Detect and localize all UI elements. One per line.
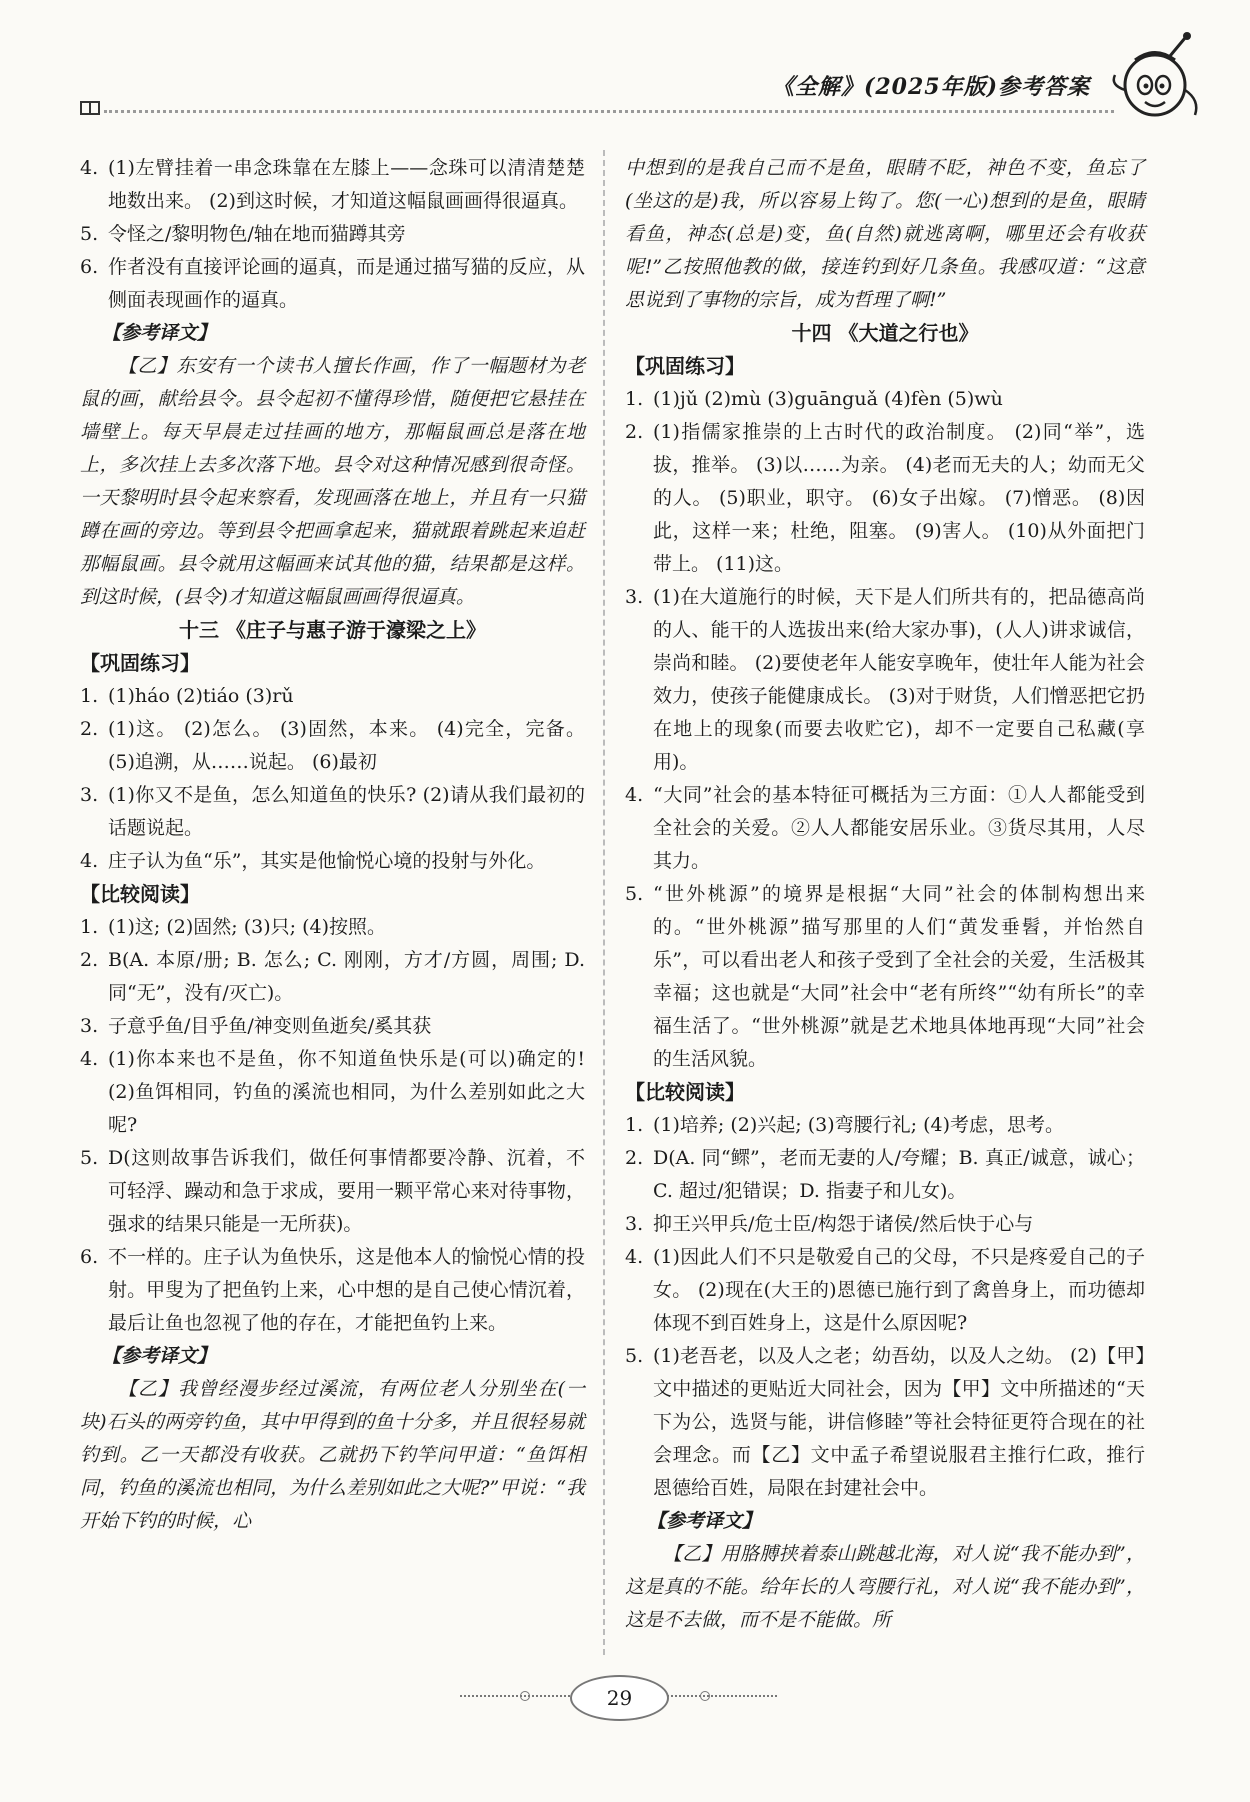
item-text: (1)jǔ (2)mù (3)guānguǎ (4)fèn (5)wù — [653, 388, 1003, 410]
item-number: 2. — [625, 1147, 644, 1169]
mascot-icon — [1100, 30, 1210, 130]
answer-item — [80, 152, 585, 218]
footer-rule-right — [667, 1695, 777, 1697]
footer-rule-left — [460, 1695, 570, 1697]
answer-item — [80, 251, 585, 317]
item-number: 6. — [80, 1246, 99, 1268]
answer-item — [80, 845, 585, 878]
left-column — [80, 152, 585, 1538]
item-text: (1)这; (2)固然; (3)只; (4)按照。 — [108, 916, 386, 938]
item-text: 抑王兴甲兵/危士臣/构怨于诸侯/然后快于心与 — [653, 1213, 1034, 1235]
translation-paragraph: 【乙】我曾经漫步经过溪流，有两位老人分别坐在(一块)石头的两旁钓鱼，其中甲得到的鱼十分多，并且很轻易就钓到。乙一天都没有收获。乙就扔下钓竿问甲道：“鱼饵相同，钓鱼的溪流也相同，为什么差别如此之大呢?”甲说：“我开始下钓的时候，心 — [80, 1378, 585, 1532]
page-header — [0, 0, 1250, 120]
translation-paragraph: 【乙】东安有一个读书人擅长作画，作了一幅题材为老鼠的画，献给县令。县令起初不懂得珍惜，随便把它悬挂在墙壁上。每天早晨走过挂画的地方，那幅鼠画总是落在地上，多次挂上去多次落下地。县令对这种情况感到很奇怪。一天黎明时县令起来察看，发现画落在地上，并且有一只猫蹲在画的旁边。等到县令把画拿起来，猫就跟着跳起来追赶那幅鼠画。县令就用这幅画来试其他的猫，结果都是这样。到这时候，(县令)才知道这幅鼠画画得很逼真。 — [80, 355, 585, 608]
item-number: 2. — [80, 718, 99, 740]
answer-item — [625, 878, 1145, 1076]
item-number: 4. — [80, 1048, 99, 1070]
item-number: 4. — [625, 784, 644, 806]
footer-dot-right — [700, 1691, 710, 1701]
item-number: 4. — [80, 850, 99, 872]
answer-item — [625, 1340, 1145, 1505]
item-text: (1)培养; (2)兴起; (3)弯腰行礼; (4)考虑，思考。 — [653, 1114, 1064, 1136]
lesson-heading: 十三 《庄子与惠子游于濠梁之上》 — [179, 618, 486, 642]
item-text: (1)因此人们不只是敬爱自己的父母，不只是疼爱自己的子女。 (2)现在(大王的)恩德已施行到了禽兽身上，而功德却体现不到百姓身上，这是什么原因呢? — [653, 1246, 1145, 1334]
item-text: 不一样的。庄子认为鱼快乐，这是他本人的愉悦心情的投射。甲叟为了把鱼钓上来，心中想的是自己使心情沉着，最后让鱼也忽视了他的存在，才能把鱼钓上来。 — [108, 1246, 585, 1334]
answer-item — [80, 1010, 585, 1043]
answer-item — [80, 713, 585, 779]
answer-item — [80, 1142, 585, 1241]
answer-item — [625, 1109, 1145, 1142]
item-text: 作者没有直接评论画的逼真，而是通过描写猫的反应，从侧面表现画作的逼真。 — [108, 256, 585, 311]
translation-continuation: 中想到的是我自己而不是鱼，眼睛不眨，神色不变，鱼忘了(坐这的是)我，所以容易上钩了。您(一心)想到的是鱼，眼睛看鱼，神态(总是)变，鱼(自然)就逃离啊，哪里还会有收获呢!”乙按照他教的做，接连钓到好几条鱼。我感叹道：“这意思说到了事物的宗旨，成为哲理了啊!” — [625, 157, 1145, 311]
item-number: 2. — [625, 421, 644, 443]
item-number: 1. — [625, 388, 644, 410]
item-number: 2. — [80, 949, 99, 971]
column-divider — [603, 150, 605, 1655]
item-number: 1. — [625, 1114, 644, 1136]
item-number: 3. — [80, 1015, 99, 1037]
section-label: 【巩固练习】 — [625, 354, 745, 378]
item-number: 4. — [80, 157, 99, 179]
item-number: 5. — [80, 1147, 99, 1169]
translation-label: 【参考译文】 — [102, 1345, 217, 1367]
item-text: “世外桃源”的境界是根据“大同”社会的体制构想出来的。“世外桃源”描写那里的人们“黄发垂髫，并怡然自乐”，可以看出老人和孩子受到了全社会的关爱，生活极其幸福；这也就是“大同”社会中“老有所终”“幼有所长”的幸福生活了。“世外桃源”就是艺术地具体地再现“大同”社会的生活风貌。 — [653, 883, 1145, 1070]
item-text: (1)你本来也不是鱼，你不知道鱼快乐是(可以)确定的! (2)鱼饵相同，钓鱼的溪流也相同，为什么差别如此之大呢? — [108, 1048, 585, 1136]
answer-item — [625, 1208, 1145, 1241]
item-text: (1)你又不是鱼，怎么知道鱼的快乐? (2)请从我们最初的话题说起。 — [108, 784, 585, 839]
item-text: 令怪之/黎明物色/轴在地而猫蹲其旁 — [108, 223, 406, 245]
book-icon — [80, 100, 100, 116]
answer-item — [625, 581, 1145, 779]
answer-item — [625, 416, 1145, 581]
item-number: 5. — [80, 223, 99, 245]
answer-item — [625, 383, 1145, 416]
answer-item — [80, 218, 585, 251]
item-number: 4. — [625, 1246, 644, 1268]
section-label: 【比较阅读】 — [625, 1080, 745, 1104]
item-text: (1)老吾老，以及人之老；幼吾幼，以及人之幼。 (2)【甲】文中描述的更贴近大同社会，因为【甲】文中所描述的“天下为公，选贤与能，讲信修睦”等社会特征更符合现在的社会理念。而【乙】文中孟子希望说服君主推行仁政，推行恩德给百姓，局限在封建社会中。 — [653, 1345, 1145, 1499]
item-number: 3. — [80, 784, 99, 806]
right-column — [625, 152, 1145, 1637]
answer-item — [80, 680, 585, 713]
translation-label: 【参考译文】 — [102, 322, 217, 344]
section-label: 【巩固练习】 — [80, 651, 200, 675]
item-number: 3. — [625, 586, 644, 608]
answer-item — [80, 944, 585, 1010]
item-text: (1)左臂挂着一串念珠靠在左膝上——念珠可以清清楚楚地数出来。 (2)到这时候，才知道这幅鼠画画得很逼真。 — [108, 157, 585, 212]
item-number: 1. — [80, 916, 99, 938]
lesson-heading: 十四 《大道之行也》 — [791, 321, 979, 345]
answer-item — [80, 911, 585, 944]
header-dotted-rule — [104, 110, 1114, 113]
answer-item — [625, 1142, 1145, 1208]
page-number: 29 — [570, 1675, 669, 1721]
answer-item — [80, 779, 585, 845]
translation-paragraph: 【乙】用胳膊挟着泰山跳越北海，对人说“我不能办到”，这是真的不能。给年长的人弯腰行礼，对人说“我不能办到”，这是不去做，而不是不能做。所 — [625, 1543, 1145, 1631]
item-text: 子意乎鱼/目乎鱼/神变则鱼逝矣/奚其获 — [108, 1015, 432, 1037]
item-text: (1)在大道施行的时候，天下是人们所共有的，把品德高尚的人、能干的人选拔出来(给大家办事)，(人人)讲求诚信，崇尚和睦。 (2)要使老年人能安享晚年，使壮年人能为社会效力，使孩子能健康成长。 (3)对于财货，人们憎恶把它扔在地上的现象(而要去收贮它)，却不一定要自己私藏(享用)。 — [653, 586, 1145, 773]
item-number: 5. — [625, 1345, 644, 1367]
item-number: 5. — [625, 883, 644, 905]
answer-item — [625, 779, 1145, 878]
answer-item — [80, 1241, 585, 1340]
item-number: 6. — [80, 256, 99, 278]
item-text: B(A. 本原/册; B. 怎么; C. 刚刚，方才/方圆，周围; D. 同“无”，没有/灭亡)。 — [108, 949, 585, 1004]
item-number: 3. — [625, 1213, 644, 1235]
page-footer — [0, 1655, 1250, 1735]
answer-item — [625, 1241, 1145, 1340]
item-number: 1. — [80, 685, 99, 707]
item-text: “大同”社会的基本特征可概括为三方面：①人人都能受到全社会的关爱。②人人都能安居乐业。③货尽其用，人尽其力。 — [653, 784, 1145, 872]
translation-label: 【参考译文】 — [647, 1510, 762, 1532]
item-text: (1)这。 (2)怎么。 (3)固然，本来。 (4)完全，完备。 (5)追溯，从……说起。 (6)最初 — [108, 718, 585, 773]
item-text: 庄子认为鱼“乐”，其实是他愉悦心境的投射与外化。 — [108, 850, 546, 872]
header-title: 《全解》(2025年版)参考答案 — [771, 74, 1090, 100]
item-text: D(这则故事告诉我们，做任何事情都要冷静、沉着，不可轻浮、躁动和急于求成，要用一颗平常心来对待事物，强求的结果只能是一无所获)。 — [108, 1147, 585, 1235]
section-label: 【比较阅读】 — [80, 882, 200, 906]
item-text: D(A. 同“鳏”，老而无妻的人/夸耀；B. 真正/诚意，诚心；C. 超过/犯错误；D. 指妻子和儿女)。 — [653, 1147, 1145, 1202]
item-text: (1)háo (2)tiáo (3)rǔ — [108, 685, 294, 707]
item-text: (1)指儒家推崇的上古时代的政治制度。 (2)同“举”，选拔，推举。 (3)以……为亲。 (4)老而无夫的人；幼而无父的人。 (5)职业，职守。 (6)女子出嫁。 (7)憎恶。 (8)因此，这样一来；杜绝，阻塞。 (9)害人。 (10)从外面把门带上。 (11)这。 — [653, 421, 1145, 575]
answer-item — [80, 1043, 585, 1142]
